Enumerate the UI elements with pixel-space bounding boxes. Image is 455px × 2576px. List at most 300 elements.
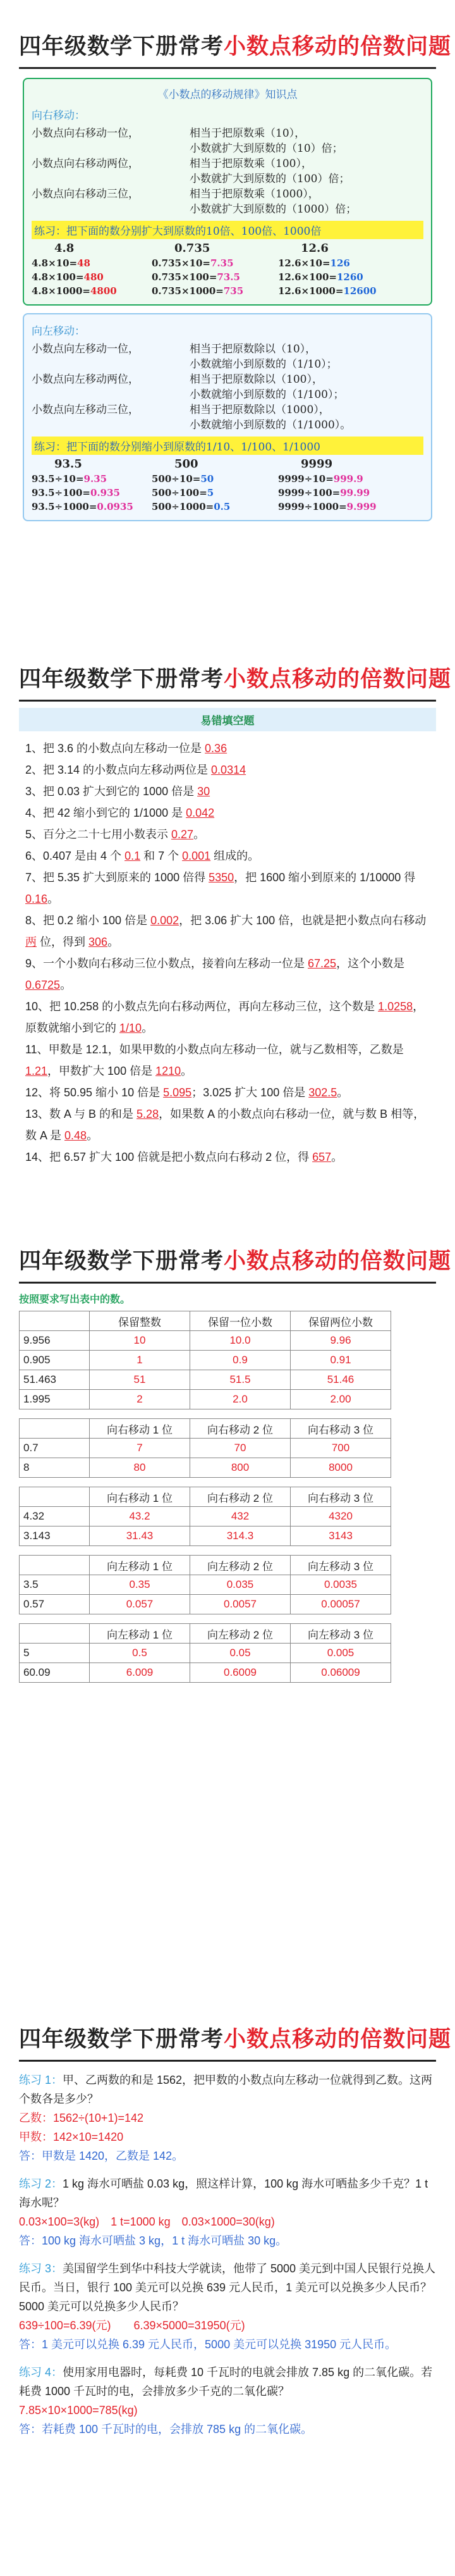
problem-label: 练习 3： — [19, 2262, 63, 2275]
table-cell: 0.06009 — [291, 1663, 391, 1683]
exercise-number: 4.8 — [54, 242, 75, 255]
question-item — [25, 1103, 430, 1146]
answer: 73.5 — [217, 271, 240, 283]
left-exercise-grid — [32, 457, 423, 512]
table-row — [20, 1526, 391, 1546]
header-cell: 向左移动 2 位 — [190, 1556, 291, 1575]
answer: 0.0314 — [211, 764, 246, 776]
question-text: 2、把 3.14 的小数点向左移动两位是 — [25, 764, 212, 776]
question-text: 。 — [142, 1022, 154, 1034]
table-cell: 700 — [291, 1439, 391, 1458]
answer: 126 — [330, 257, 350, 269]
question-text: ；3.025 扩大 100 倍是 — [191, 1086, 309, 1099]
rule-row — [32, 141, 423, 156]
answer: 0.36 — [205, 742, 228, 755]
rule-text: 相当于把原数乘（1000）， — [190, 188, 319, 201]
question-text: 。 — [181, 1065, 193, 1077]
exercise-cell — [278, 473, 423, 485]
rule-text: 小数就缩小到原数的（1/100）； — [190, 388, 344, 401]
word-problem — [19, 2071, 436, 2165]
table-cell: 80 — [90, 1458, 190, 1478]
exercise-cell — [278, 257, 423, 269]
rule-text: 小数点向左移动一位， — [32, 343, 139, 356]
header-cell: 向左移动 3 位 — [291, 1556, 391, 1575]
table-cell: 0.35 — [90, 1575, 190, 1595]
header-cell — [20, 1419, 90, 1439]
section-fill-blank — [0, 658, 455, 1168]
question-item — [25, 845, 430, 867]
row-label: 5 — [20, 1644, 90, 1663]
question-item — [25, 867, 430, 910]
exercise-cell — [32, 271, 152, 283]
problem-statement — [19, 2174, 436, 2212]
word-problem-list — [0, 2071, 455, 2439]
table-cell: 0.6009 — [190, 1663, 291, 1683]
answer: 1.0258 — [378, 1000, 413, 1013]
expression: 500÷100= — [152, 487, 207, 498]
left-exercise: 练习：把下面的数分别缩小到原数的1/10、1/100、1/1000 — [32, 437, 423, 455]
table-cell: 8000 — [291, 1458, 391, 1478]
expression: 9999÷10= — [278, 473, 334, 485]
table-cell: 4320 — [291, 1507, 391, 1526]
answer-line: 答：1 美元可以兑换 6.39 元人民币，5000 美元可以兑换 31950 元人民币。 — [19, 2338, 397, 2351]
table-cell: 0.05 — [190, 1644, 291, 1663]
question-text: ，如果数 A 的小数点向右移动一位，就与数 B 相等，数 A 是 — [25, 1108, 425, 1142]
exercise-cell — [32, 285, 152, 297]
rule-text — [32, 141, 190, 156]
table-cell: 51.46 — [291, 1370, 391, 1390]
expression: 0.735×10= — [152, 257, 210, 269]
question-text: 11、甲数是 12.1，如果甲数的小数点向左移动一位，就与乙数相等，乙数是 — [25, 1043, 404, 1056]
question-text: 9、一个小数向右移动三位小数点，接着向左移动一位是 — [25, 957, 308, 970]
table-cell: 0.91 — [291, 1351, 391, 1370]
table-cell: 0.00057 — [291, 1595, 391, 1614]
row-label: 9.956 — [20, 1331, 90, 1351]
answer: 0.042 — [186, 807, 215, 819]
table-header-row — [20, 1624, 391, 1644]
calculation: 0.03×100=3(kg) 1 t=1000 kg 0.03×1000=30(kg) — [19, 2215, 275, 2228]
header-cell — [20, 1311, 90, 1331]
header-cell: 向左移动 1 位 — [90, 1624, 190, 1644]
question-list — [25, 738, 430, 1168]
right-rules — [32, 126, 423, 217]
question-text: ，原数就缩小到它的 — [25, 1000, 425, 1034]
rule-text: 小数点向右移动三位， — [32, 188, 139, 201]
table-row — [20, 1370, 391, 1390]
table-cell: 6.009 — [90, 1663, 190, 1683]
expression: 93.5÷10= — [32, 473, 84, 485]
answer: 7.35 — [210, 257, 234, 269]
table-cell: 0.0035 — [291, 1575, 391, 1595]
answer: 两 — [25, 936, 37, 948]
problem-statement — [19, 2259, 436, 2316]
calculation: 乙数：1562÷(10+1)=142 — [19, 2112, 143, 2124]
expression: 12.6×1000= — [278, 285, 344, 297]
answer: 657 — [312, 1151, 332, 1163]
exercise-cell — [152, 487, 278, 498]
section-word-problems — [0, 2018, 455, 2439]
table-cell: 10.0 — [190, 1331, 291, 1351]
table-row — [20, 1351, 391, 1370]
question-item — [25, 1146, 430, 1168]
right-move-box — [23, 78, 432, 306]
question-text: 13、数 A 与 B 的和是 — [25, 1108, 137, 1120]
rule-text: 小数点向左移动三位， — [32, 404, 139, 416]
table-cell: 3143 — [291, 1526, 391, 1546]
question-item — [25, 738, 430, 759]
question-text: ，甲数扩大 100 倍是 — [47, 1065, 156, 1077]
rule-text: 小数点向右移动一位， — [32, 127, 139, 140]
answer: 1/10 — [119, 1022, 142, 1034]
question-item — [25, 1039, 430, 1082]
table-cell: 2.00 — [291, 1390, 391, 1409]
table-cell: 7 — [90, 1439, 190, 1458]
answer-line: 答：100 kg 海水可晒盐 3 kg，1 t 海水可晒盐 30 kg。 — [19, 2234, 288, 2247]
answer: 9.999 — [346, 501, 377, 512]
problem-statement — [19, 2071, 436, 2108]
rule-text: 相当于把原数除以（100）， — [190, 373, 323, 386]
answer: 999.9 — [333, 473, 363, 485]
rule-text: 小数就扩大到原数的（10）倍； — [190, 142, 343, 155]
rule-row — [32, 126, 423, 141]
table-cell: 2.0 — [190, 1390, 291, 1409]
answer: 5.28 — [136, 1108, 159, 1120]
rule-row — [32, 418, 423, 433]
question-item — [25, 781, 430, 802]
table-row — [20, 1331, 391, 1351]
header-cell: 保留一位小数 — [190, 1311, 291, 1331]
table-cell: 51.5 — [190, 1370, 291, 1390]
answer: 67.25 — [308, 957, 337, 970]
table-cell: 10 — [90, 1331, 190, 1351]
header-cell: 向左移动 2 位 — [190, 1624, 291, 1644]
row-label: 4.32 — [20, 1507, 90, 1526]
section-tables — [0, 1240, 455, 1692]
header-cell: 保留整数 — [90, 1311, 190, 1331]
rule-text: 相当于把原数除以（10）， — [190, 343, 317, 356]
expression: 500÷10= — [152, 473, 201, 485]
exercise-cell — [152, 257, 278, 269]
exercise-cell — [278, 487, 423, 498]
table-header-row — [20, 1556, 391, 1575]
answer: 306 — [88, 936, 108, 948]
exercise-number: 9999 — [301, 457, 333, 471]
table-cell: 51 — [90, 1370, 190, 1390]
exercise-cell — [278, 285, 423, 297]
rule-text: 相当于把原数除以（1000）， — [190, 404, 330, 416]
table-cell: 800 — [190, 1458, 291, 1478]
answer: 4800 — [90, 285, 117, 297]
answer: 0.5 — [214, 501, 231, 512]
rule-row — [32, 357, 423, 372]
exercise-cell — [152, 473, 278, 485]
answer: 0.16 — [25, 893, 48, 905]
question-text: 组成的。 — [210, 850, 260, 862]
row-label: 3.143 — [20, 1526, 90, 1546]
problem-text: 使用家用电器时，每耗费 10 千瓦时的电就会排放 7.85 kg 的二氧化碳。若耗费 1000 千瓦时的电，会排放多少千克的二氧化碳？ — [19, 2366, 433, 2398]
question-text: 10、把 10.258 的小数点先向右移动两位，再向左移动三位，这个数是 — [25, 1000, 379, 1013]
header-cell: 向右移动 3 位 — [291, 1487, 391, 1507]
left-label: 向左移动： — [32, 325, 85, 338]
answer: 0.1 — [124, 850, 141, 862]
rule-text: 小数点向右移动两位， — [32, 158, 139, 170]
rule-text — [32, 357, 190, 372]
problem-label: 练习 1： — [19, 2074, 63, 2086]
header-cell: 保留两位小数 — [291, 1311, 391, 1331]
rule-row — [32, 342, 423, 357]
table-row — [20, 1644, 391, 1663]
question-item — [25, 824, 430, 845]
row-label: 51.463 — [20, 1370, 90, 1390]
question-text: 。 — [337, 1086, 349, 1099]
rule-text: 相当于把原数乘（10）， — [190, 127, 306, 140]
rule-row — [32, 187, 423, 202]
right-label: 向右移动： — [32, 109, 85, 122]
data-table — [19, 1555, 391, 1614]
header-cell: 向右移动 1 位 — [90, 1419, 190, 1439]
question-text: 7、把 5.35 扩大到原来的 1000 倍得 — [25, 871, 209, 884]
rule-header: 《小数点的移动规律》知识点 — [157, 89, 298, 101]
answer: 0.001 — [182, 850, 211, 862]
table-cell: 0.035 — [190, 1575, 291, 1595]
expression: 4.8×1000= — [32, 285, 90, 297]
section4-title: 四年级数学下册常考小数点移动的倍数问题 — [19, 2018, 436, 2062]
header-cell: 向右移动 2 位 — [190, 1487, 291, 1507]
expression: 0.735×100= — [152, 271, 217, 283]
table-cell: 0.057 — [90, 1595, 190, 1614]
exercise-number: 12.6 — [301, 242, 329, 255]
question-text: 。 — [47, 893, 59, 905]
expression: 93.5÷1000= — [32, 501, 97, 512]
answer: 0.935 — [90, 487, 120, 498]
question-text: 。 — [331, 1151, 343, 1163]
expression: 12.6×10= — [278, 257, 331, 269]
expression: 500÷1000= — [152, 501, 214, 512]
rule-text: 小数就缩小到原数的（1/10）； — [190, 358, 337, 371]
table-instruction: 按照要求写出表中的数。 — [19, 1294, 131, 1305]
expression: 9999÷100= — [278, 487, 341, 498]
table-cell: 2 — [90, 1390, 190, 1409]
question-item — [25, 953, 430, 996]
answer: 48 — [77, 257, 90, 269]
expression: 12.6×100= — [278, 271, 337, 283]
table-cell: 70 — [190, 1439, 291, 1458]
row-label: 1.995 — [20, 1390, 90, 1409]
table-cell: 1 — [90, 1351, 190, 1370]
table-cell: 0.005 — [291, 1644, 391, 1663]
word-problem — [19, 2259, 436, 2354]
rule-row — [32, 171, 423, 187]
section-rules — [0, 25, 455, 521]
header-cell: 向左移动 1 位 — [90, 1556, 190, 1575]
answer: 12600 — [343, 285, 377, 297]
answer: 9.35 — [83, 473, 107, 485]
section2-title: 四年级数学下册常考小数点移动的倍数问题 — [19, 658, 436, 702]
expression: 93.5÷100= — [32, 487, 90, 498]
right-exercise-grid — [32, 242, 423, 297]
table-row — [20, 1595, 391, 1614]
rule-row — [32, 387, 423, 402]
word-problem — [19, 2363, 436, 2439]
answer: 5 — [207, 487, 214, 498]
answer: 30 — [197, 785, 210, 798]
section1-title: 四年级数学下册常考小数点移动的倍数问题 — [19, 25, 436, 69]
answer: 1260 — [336, 271, 363, 283]
rule-row — [32, 402, 423, 418]
section3-title: 四年级数学下册常考小数点移动的倍数问题 — [19, 1240, 436, 1284]
table-row — [20, 1663, 391, 1683]
exercise-cell — [278, 501, 423, 512]
table-header-row — [20, 1487, 391, 1507]
exercise-number: 500 — [174, 457, 198, 471]
header-cell — [20, 1487, 90, 1507]
table-row — [20, 1575, 391, 1595]
problem-statement — [19, 2363, 436, 2401]
expression: 9999÷1000= — [278, 501, 347, 512]
table-row — [20, 1458, 391, 1478]
left-move-box — [23, 313, 432, 521]
row-label: 0.57 — [20, 1595, 90, 1614]
table-cell: 31.43 — [90, 1526, 190, 1546]
header-cell: 向左移动 3 位 — [291, 1624, 391, 1644]
exercise-number: 93.5 — [54, 457, 82, 471]
row-label: 3.5 — [20, 1575, 90, 1595]
answer: 0.002 — [150, 914, 179, 927]
answer: 0.6725 — [25, 979, 61, 991]
data-table — [19, 1623, 391, 1683]
rule-text: 小数点向左移动两位， — [32, 373, 139, 386]
answer: 0.27 — [171, 828, 194, 841]
rule-text — [32, 387, 190, 402]
header-cell: 向右移动 3 位 — [291, 1419, 391, 1439]
right-exercise: 练习：把下面的数分别扩大到原数的10倍、100倍、1000倍 — [32, 221, 423, 239]
header-cell — [20, 1624, 90, 1644]
rule-text: 小数就扩大到原数的（100）倍； — [190, 173, 350, 185]
question-text: ，把 3.06 扩大 100 倍，也就是把小数点向右移动 — [179, 914, 427, 927]
rule-text: 小数就缩小到原数的（1/1000）。 — [190, 419, 351, 431]
question-item — [25, 759, 430, 781]
fill-blank-heading: 易错填空题 — [19, 708, 436, 731]
answer: 50 — [200, 473, 214, 485]
question-text: 4、把 42 缩小到它的 1/1000 是 — [25, 807, 186, 819]
question-text: 。 — [193, 828, 205, 841]
expression: 0.735×1000= — [152, 285, 224, 297]
table-header-row — [20, 1311, 391, 1331]
exercise-cell — [32, 487, 152, 498]
question-text: 位，得到 — [37, 936, 89, 948]
question-item — [25, 996, 430, 1039]
data-table — [19, 1418, 391, 1478]
left-rules — [32, 342, 423, 433]
question-text: 8、把 0.2 缩小 100 倍是 — [25, 914, 151, 927]
exercise-cell — [278, 271, 423, 283]
exercise-cell — [152, 271, 278, 283]
table-header-row — [20, 1419, 391, 1439]
data-table — [19, 1311, 391, 1409]
answer-line: 答：甲数是 1420，乙数是 142。 — [19, 2150, 184, 2162]
table-row — [20, 1390, 391, 1409]
question-text: 12、将 50.95 缩小 10 倍是 — [25, 1086, 164, 1099]
question-text: 6、0.407 是由 4 个 — [25, 850, 125, 862]
tables-container — [0, 1311, 455, 1683]
table-cell: 9.96 — [291, 1331, 391, 1351]
rule-row — [32, 202, 423, 217]
data-table — [19, 1487, 391, 1546]
problem-text: 美国留学生到华中科技大学就读，他带了 5000 美元到中国人民银行兑换人民币。当日，银行 100 美元可以兑换 639 元人民币，1 美元可以兑换多少人民币？5000 美元可以兑换多少人民币？ — [19, 2262, 436, 2313]
problem-label: 练习 2： — [19, 2177, 63, 2190]
question-text: ，这个小数是 — [336, 957, 405, 970]
table-row — [20, 1507, 391, 1526]
answer: 0.48 — [64, 1129, 87, 1142]
row-label: 60.09 — [20, 1663, 90, 1683]
problem-text: 1 kg 海水可晒盐 0.03 kg，照这样计算，100 kg 海水可晒盐多少千克？1 t 海水呢？ — [19, 2177, 428, 2209]
table-cell: 43.2 — [90, 1507, 190, 1526]
rule-row — [32, 156, 423, 171]
answer: 302.5 — [308, 1086, 337, 1099]
answer: 480 — [83, 271, 104, 283]
table-cell: 0.5 — [90, 1644, 190, 1663]
problem-text: 甲、乙两数的和是 1562，把甲数的小数点向左移动一位就得到乙数。这两个数各是多少？ — [19, 2074, 433, 2105]
row-label: 0.905 — [20, 1351, 90, 1370]
rule-text — [32, 418, 190, 433]
row-label: 8 — [20, 1458, 90, 1478]
question-item — [25, 1082, 430, 1103]
answer: 735 — [223, 285, 244, 297]
rule-row — [32, 372, 423, 387]
question-item — [25, 910, 430, 953]
calculation: 7.85×10×1000=785(kg) — [19, 2404, 138, 2417]
question-text: 。 — [87, 1129, 99, 1142]
rule-text — [32, 202, 190, 217]
question-item — [25, 802, 430, 824]
answer: 0.0935 — [97, 501, 133, 512]
table-row — [20, 1439, 391, 1458]
row-label: 0.7 — [20, 1439, 90, 1458]
answer: 1210 — [155, 1065, 181, 1077]
exercise-cell — [32, 501, 152, 512]
question-text: 14、把 6.57 扩大 100 倍就是把小数点向右移动 2 位，得 — [25, 1151, 313, 1163]
header-cell: 向右移动 2 位 — [190, 1419, 291, 1439]
header-cell: 向右移动 1 位 — [90, 1487, 190, 1507]
exercise-cell — [152, 501, 278, 512]
answer: 5350 — [209, 871, 234, 884]
expression: 4.8×10= — [32, 257, 78, 269]
calculation: 甲数：142×10=1420 — [19, 2131, 124, 2143]
calculation: 639÷100=6.39(元) 6.39×5000=31950(元) — [19, 2319, 245, 2332]
table-cell: 314.3 — [190, 1526, 291, 1546]
answer-line: 答：若耗费 100 千瓦时的电，会排放 785 kg 的二氧化碳。 — [19, 2423, 313, 2436]
question-text: 3、把 0.03 扩大到它的 1000 倍是 — [25, 785, 198, 798]
exercise-cell — [32, 257, 152, 269]
header-cell — [20, 1556, 90, 1575]
word-problem — [19, 2174, 436, 2250]
question-text: 1、把 3.6 的小数点向左移动一位是 — [25, 742, 205, 755]
answer: 1.21 — [25, 1065, 48, 1077]
table-cell: 432 — [190, 1507, 291, 1526]
table-cell: 0.0057 — [190, 1595, 291, 1614]
question-text: 。 — [60, 979, 72, 991]
answer: 5.095 — [163, 1086, 192, 1099]
exercise-cell — [152, 285, 278, 297]
exercise-cell — [32, 473, 152, 485]
question-text: 5、百分之二十七用小数表示 — [25, 828, 172, 841]
rule-text — [32, 171, 190, 187]
question-text: ，把 1600 缩小到原来的 1/10000 得 — [234, 871, 416, 884]
expression: 4.8×100= — [32, 271, 84, 283]
table-cell: 0.9 — [190, 1351, 291, 1370]
rule-text: 小数就扩大到原数的（1000）倍； — [190, 203, 357, 216]
question-text: 。 — [107, 936, 119, 948]
